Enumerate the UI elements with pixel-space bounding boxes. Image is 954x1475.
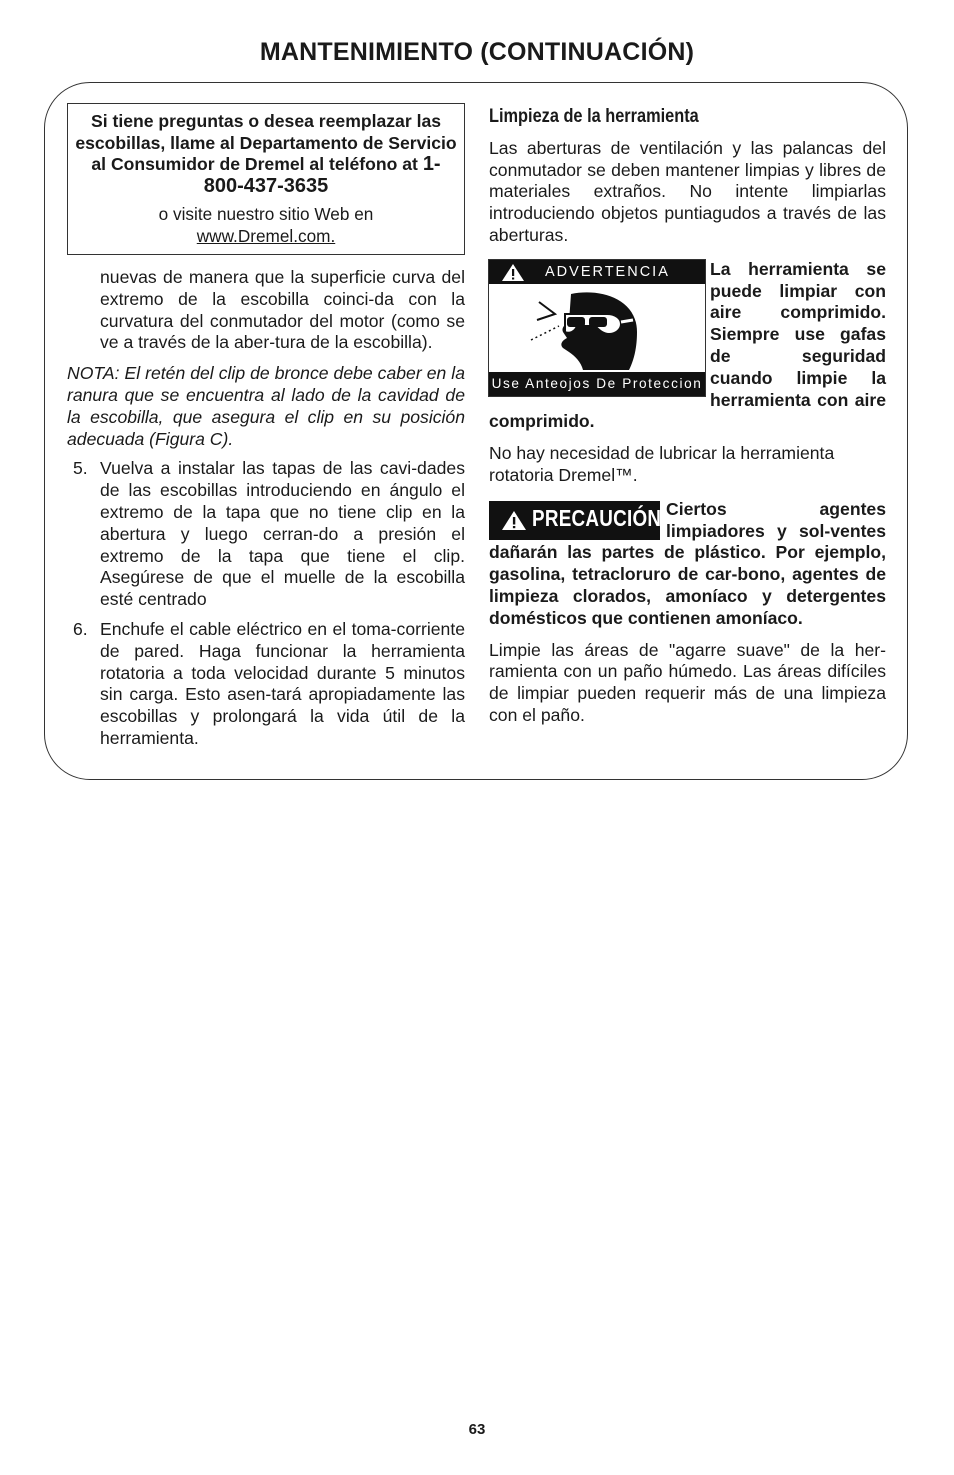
step-number: 5. [73,458,88,479]
note-text: NOTA: El retén del clip de bronce debe caber en la ranura que se encuentra al lado de la cavidad de la escobilla, que asegura el clip en su posición adecuada (Figura C). [67,363,465,449]
caution-badge: PRECAUCIÓN [489,501,660,540]
left-column [67,103,465,750]
warning-caption: Use Anteojos De Proteccion [489,372,705,396]
warning-header: ADVERTENCIA [489,260,705,284]
contact-box [67,103,465,255]
caution-text: Ciertos agentes limpiadores y sol-ventes dañarán las partes de plástico. Por ejemplo, gasolina, tetracloruro de car-bono, agentes de limpieza clorados, amoníaco y detergentes domésticos que contienen amoníaco. [489,498,886,628]
contact-web-text: o visite nuestro sitio Web en www.Dremel.com. [74,204,458,247]
right-column [489,104,886,727]
page-title: MANTENIMIENTO (CONTINUACIÓN) [259,38,695,66]
lubrication-text: No hay necesidad de lubricar la herramienta rotatoria Dremel™. [489,443,835,485]
step-text: Enchufe el cable eléctrico en el toma-corriente de pared. Haga funcionar la herramienta rotatoria a toda velocidad durante 5 minutos sin carga. Esto asen-tará apropiadamente las escobillas y prolongará la vida útil de la herramienta. [100,618,465,748]
step-text: Vuelva a instalar las tapas de las cavi-dades de las escobillas introduciendo en ángulo el extremo de la tapa que no tiene clip en la abertura y luego cerran-do a presión el extremo de la tapa que tiene el clip. Asegúrese de que el muelle de la escobilla esté centrado [100,458,465,610]
soft-grip-text: Limpie las áreas de "agarre suave" de la her-ramienta con un paño húmedo. Las áreas difíciles de limpiar pueden requerir más de una limpieza con el paño. [489,639,886,725]
warning-triangle-icon [501,263,525,290]
brush-continuation-text: nuevas de manera que la superficie curva del extremo de la escobilla coinci-da con la curvatura del conmutador del motor (como se ve a través de la aber-tura de la escobilla). [100,267,465,353]
page-number: 63 [468,1421,486,1438]
caution-block [489,499,886,630]
caution-triangle-icon [501,510,527,537]
safety-goggles-icon [529,292,649,378]
contact-question: Si tiene preguntas o desea reemplazar las escobillas, llame al Departamento de Servicio al Consumidor de Dremel al teléfono at 1-800-437-3635 [75,111,457,197]
warning-text: La herramienta se puede limpiar con aire comprimido. Siempre use gafas de seguridad cuando limpie la herramienta con aire comprimido. [489,258,886,432]
list-item [67,458,465,611]
phone-number[interactable]: 1-800-437-3635 [203,153,441,197]
warning-block [489,259,886,433]
ventilation-text: Las aberturas de ventilación y las palancas del conmutador se deben mantener limpias y libres de materiales extraños. No intente limpiarlas introduciendo objetos puntiagudos a través de las aberturas. [489,137,886,245]
warning-sign [488,259,706,397]
website-link[interactable]: www.Dremel.com. [196,225,336,246]
step-number: 6. [73,618,88,639]
list-item [67,619,465,750]
section-heading: Limpieza de la herramienta [489,106,699,127]
